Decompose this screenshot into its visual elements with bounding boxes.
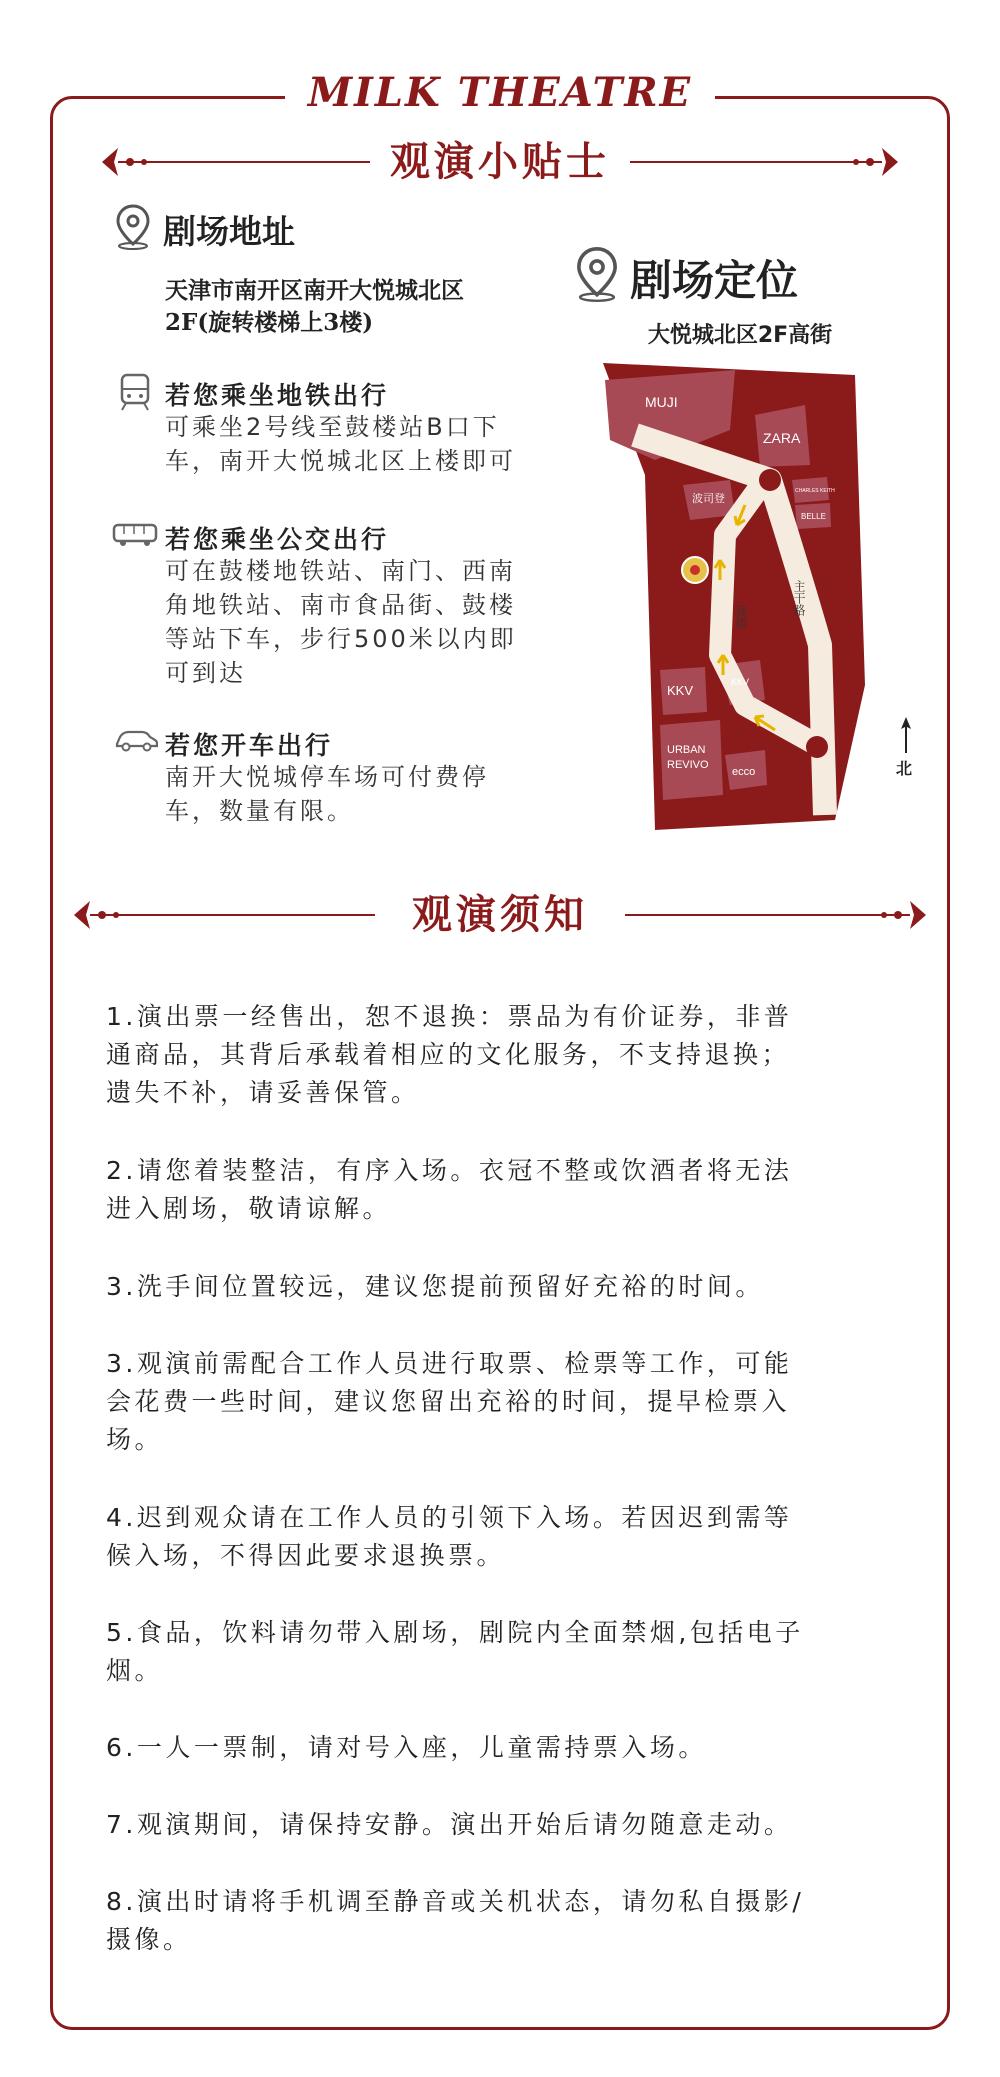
junction-marker [806, 736, 828, 758]
notice-line: 1.演出票一经售出，恕不退换：票品为有价证券，非普 [106, 1002, 793, 1031]
tips-title: 观演小贴士 [370, 132, 630, 192]
notice-line: 遗失不补，请妥善保管。 [106, 1078, 420, 1107]
notice-line: 8.演出时请将手机调至静音或关机状态，请勿私自摄影/ [106, 1887, 805, 1916]
notice-line: 3.洗手间位置较远，建议您提前预留好充裕的时间。 [106, 1272, 764, 1301]
car-line: 车，数量有限。 [165, 797, 354, 825]
location-subtitle: 大悦城北区2F高街 [647, 323, 833, 348]
theatre-marker-dot [690, 565, 700, 575]
car-icon [114, 728, 158, 752]
notice-line: 候入场，不得因此要求退换票。 [106, 1541, 506, 1570]
map-label-kkv-small: KKV [731, 677, 750, 687]
location-pin-icon [113, 202, 153, 250]
north-arrow-icon [898, 715, 914, 755]
subway-line: 车，南开大悦城北区上楼即可 [165, 447, 516, 475]
notice-line: 7.观演期间，请保持安静。演出开始后请勿随意走动。 [106, 1810, 793, 1839]
notice-line: 会花费一些时间，建议您留出充裕的时间，提早检票入 [106, 1387, 791, 1416]
notice-divider [72, 885, 928, 945]
subway-icon [118, 372, 152, 412]
location-heading: 剧场定位 [630, 256, 799, 305]
address-heading: 剧场地址 [163, 212, 295, 251]
subway-text [165, 410, 585, 478]
bus-text [165, 554, 585, 690]
notice-item [106, 1806, 896, 1844]
junction-marker [759, 469, 781, 491]
map-label-main-road: 主干路 [792, 580, 806, 616]
ornament-right-icon [840, 142, 900, 182]
subway-line: 可乘坐2号线至鼓楼站B口下 [165, 413, 500, 441]
map-label-zara: ZARA [763, 430, 801, 446]
notice-item [106, 1268, 896, 1306]
bus-line: 等站下车，步行500米以内即 [165, 625, 517, 653]
ornament-right-icon [868, 895, 928, 935]
notice-item [106, 1345, 896, 1459]
notice-item [106, 1883, 896, 1959]
notice-item [106, 998, 896, 1112]
car-line: 南开大悦城停车场可付费停 [165, 763, 489, 791]
map-label-bosideng: 波司登 [692, 492, 725, 505]
ornament-left-icon [72, 895, 132, 935]
notice-line: 2.请您着装整洁，有序入场。衣冠不整或饮酒者将无法 [106, 1156, 793, 1185]
notice-item [106, 1499, 896, 1575]
bus-line: 可到达 [165, 659, 246, 687]
location-map [595, 355, 885, 830]
notice-line: 场。 [106, 1425, 164, 1454]
notice-line: 进入剧场，敬请谅解。 [106, 1194, 392, 1223]
north-label: 北 [896, 759, 913, 778]
notice-line: 烟。 [106, 1656, 164, 1685]
map-label-high-street: 高街 [734, 605, 748, 629]
bus-line: 可在鼓楼地铁站、南门、西南 [165, 557, 516, 585]
notice-line: 摄像。 [106, 1925, 192, 1954]
map-label-charles: CHARLES KEITH [795, 488, 835, 494]
notice-line: 4.迟到观众请在工作人员的引领下入场。若因迟到需等 [106, 1503, 793, 1532]
map-label-kkv-big: KKV [667, 683, 694, 698]
map-label-belle: BELLE [801, 512, 826, 521]
address-line-1: 天津市南开区南开大悦城北区 [165, 277, 464, 304]
tips-divider [100, 132, 900, 192]
map-label-muji: MUJI [645, 394, 678, 410]
notice-title: 观演须知 [375, 885, 625, 945]
bus-heading: 若您乘坐公交出行 [165, 525, 390, 554]
car-text [165, 760, 585, 828]
map-label-ecco: ecco [732, 766, 756, 778]
map-label-urban-2: REVIVO [667, 759, 709, 771]
notice-line: 6.一人一票制，请对号入座，儿童需持票入场。 [106, 1733, 707, 1762]
notice-item [106, 1614, 896, 1690]
notice-line: 3.观演前需配合工作人员进行取票、检票等工作，可能 [106, 1349, 793, 1378]
notice-item [106, 1729, 896, 1767]
subway-heading: 若您乘坐地铁出行 [165, 381, 390, 410]
brand-title: MILK THEATRE [285, 58, 715, 128]
location-pin-icon [572, 244, 622, 302]
address-text [165, 275, 585, 339]
bus-icon [112, 522, 158, 548]
notice-line: 通商品，其背后承载着相应的文化服务，不支持退换； [106, 1040, 791, 1069]
notice-item [106, 1152, 896, 1228]
ornament-left-icon [100, 142, 160, 182]
map-label-urban-1: URBAN [667, 744, 706, 756]
bus-line: 角地铁站、南市食品街、鼓楼 [165, 591, 516, 619]
notice-line: 5.食品，饮料请勿带入剧场，剧院内全面禁烟,包括电子 [106, 1618, 804, 1647]
car-heading: 若您开车出行 [165, 731, 334, 760]
address-line-2: 2F(旋转楼梯上3楼) [165, 309, 374, 336]
